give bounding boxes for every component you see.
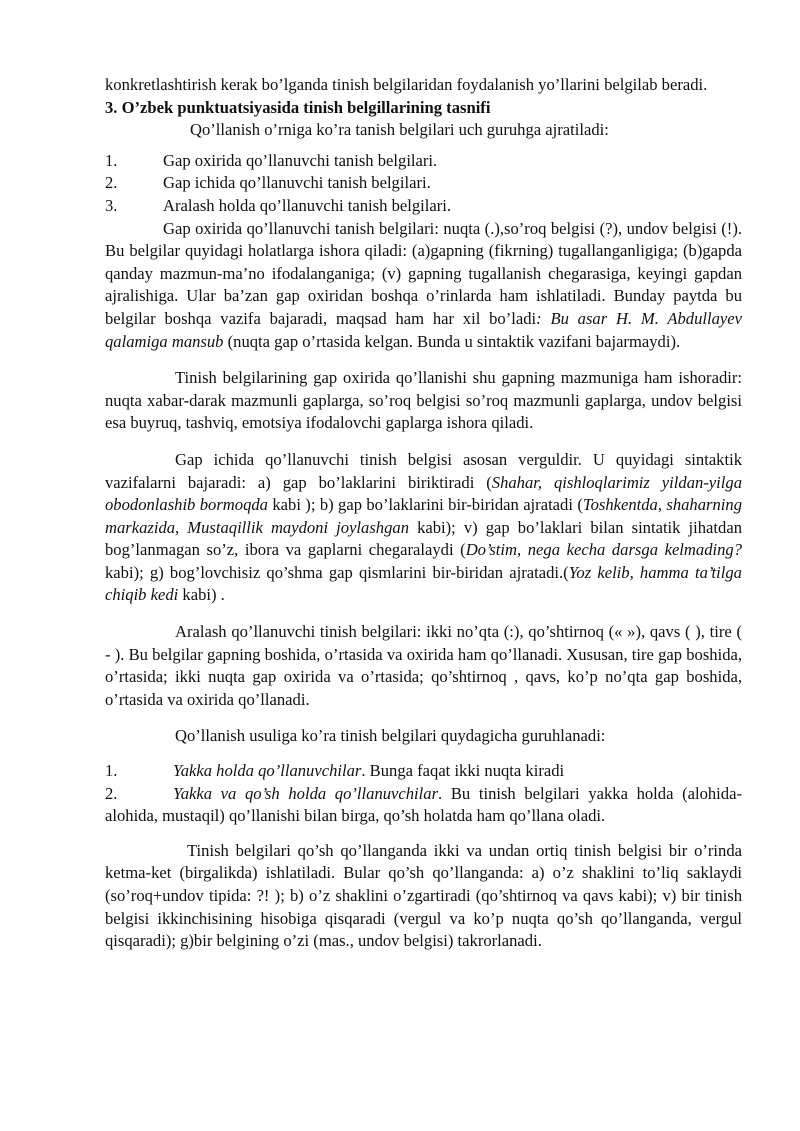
intro-paragraph: konkretlashtirish kerak bo’lganda tinish belgilaridan foydalanish yo’llarini belgilab beradi. bbox=[105, 75, 708, 94]
text-span: kabi) . bbox=[178, 585, 225, 605]
italic-example: Do’stim, nega kecha darsga kelmading? bbox=[465, 540, 742, 560]
text-span: kabi); v) gap bo’laklari bilan sintatik jihatdan bog’lanmagan so’z, ibora va gaplarni chegaralaydi ( bbox=[105, 517, 742, 560]
meaning-paragraph: Tinish belgilarining gap oxirida qo’llanishi shu gapning mazmuniga ham ishoradir: nuqta xabar-darak mazmunli gaplarga, so’roq belgisi so’roq mazmunli gaplarga, undov belgisi esa buyruq, tashviq, emotsiya ifodalovchi gaplarga ishora qiladi. bbox=[105, 368, 742, 433]
usage-paragraph: Qo’llanish usuliga ko’ra tinish belgilari quydagicha guruhlanadi: bbox=[175, 726, 606, 746]
text-span: kabi); g) bog’lovchisiz qo’shma gap qismlarini bir-biridan ajratadi.( bbox=[105, 562, 569, 582]
italic-example: Toshkentda, shaharning markazida, Mustaqillik maydoni joylashgan bbox=[105, 495, 742, 537]
groups-list bbox=[105, 150, 742, 218]
text-span: Gap ichida qo’llanuvchi tinish belgisi asosan verguldir. U quyidagi sintaktik vazifalarni bajaradi: a) gap bo’laklarini biriktiradi ( bbox=[105, 449, 742, 492]
mixed-marks-paragraph: Aralash qo’llanuvchi tinish belgilari: ikki no’qta (:), qo’shtirnoq (« »), qavs ( ), tire ( - ). Bu belgilar gapning boshida, o’rtasida va oxirida ham qo’llanadi. Xususan, tire gap boshida, o’rtasida; ikki nuqta gap oxirida va o’rtasida; qo’shtirnoq , qavs, ko’p no’qta gap boshida, o’rtasida va oxirida qo’llanadi. bbox=[105, 622, 742, 709]
text-span: kabi ); b) gap bo’laklarini bir-biridan ajratadi ( bbox=[267, 495, 583, 515]
italic-example: Yoz kelib, hamma ta’tilga chiqib kedi bbox=[105, 562, 742, 605]
italic-example: Shahar, qishloqlarimiz yildan-yilga obodonlashib bormoqda bbox=[105, 472, 742, 515]
list-text: Gap ichida qo’llanuvchi tanish belgilari. bbox=[163, 173, 431, 193]
list-text: . Bu tinish belgilari yakka holda (alohida-alohida, mustaqil) qo’llanishi bilan birga, qo’sh holatda ham qo’llana oladi. bbox=[105, 783, 742, 826]
list-item bbox=[105, 195, 742, 218]
list-text: Aralash holda qo’llanuvchi tanish belgilari. bbox=[163, 195, 452, 215]
sentence-end-marks-paragraph bbox=[105, 218, 742, 354]
list-number: 2. bbox=[105, 173, 118, 193]
list-item bbox=[105, 150, 742, 173]
list-number: 1. bbox=[105, 761, 118, 781]
list-number: 3. bbox=[105, 195, 118, 215]
usage-list bbox=[105, 760, 742, 828]
list-text: . Bunga faqat ikki nuqta kiradi bbox=[361, 761, 565, 781]
double-marks-paragraph: Tinish belgilari qo’sh qo’llanganda ikki va undan ortiq tinish belgisi bir o’rinda ketma-ket (birgalikda) ishlatiladi. Bular qo’sh qo’llanganda: a) o’z shaklini to’liq saklaydi (so’roq+undov tipida: ?! ); b) o’z shaklini o’zgartiradi (qo’shtirnoq va qavs kabi); v) bir tinish belgisi ikkinchisining hisobiga qisqaradi (vergul va ko’p nuqta qo’sh qo’llanganda, vergul qisqaradi); g)bir belgining o’zi (mas., undov belgisi) takrorlanadi. bbox=[105, 840, 742, 951]
comma-paragraph bbox=[105, 449, 742, 607]
list-number: 1. bbox=[105, 150, 118, 170]
italic-example: : Bu asar H. M. Abdullayev qalamiga mansub bbox=[105, 308, 742, 351]
groups-paragraph: Qo’llanish o’rniga ko’ra tanish belgilari uch guruhga ajratiladi: bbox=[190, 120, 609, 140]
list-item bbox=[105, 783, 742, 828]
italic-term: Yakka holda qo’llanuvchilar bbox=[173, 761, 362, 781]
italic-term: Yakka va qo’sh holda qo’llanuvchilar bbox=[173, 783, 439, 803]
list-item bbox=[105, 172, 742, 195]
list-item bbox=[105, 760, 742, 783]
text-span: Gap oxirida qo’llanuvchi tanish belgilari: nuqta (.),so’roq belgisi (?), undov belgisi (!). Bu belgilar quyidagi holatlarga ishora qiladi: (a)gapning (fikrning) tugallanganligiga; (b)gapda qanday mazmun-ma’no ifodalanganiga; (v) gapning tugallanish chegarasiga, keyingi gapdan ajralishiga. Ular ba’zan gap oxiridan boshqa o’rinlarda ham ishlatiladi. Bunday paytda bu belgilar boshqa vazifa bajaradi, maqsad ham har xil bo’ladi bbox=[105, 218, 742, 328]
section-heading: 3. O’zbek punktuatsiyasida tinish belgillarining tasnifi bbox=[105, 97, 491, 117]
list-text: Gap oxirida qo’llanuvchi tanish belgilari. bbox=[163, 150, 438, 170]
list-number: 2. bbox=[105, 783, 118, 803]
text-span: (nuqta gap o’rtasida kelgan. Bunda u sintaktik vazifani bajarmaydi). bbox=[223, 331, 681, 351]
